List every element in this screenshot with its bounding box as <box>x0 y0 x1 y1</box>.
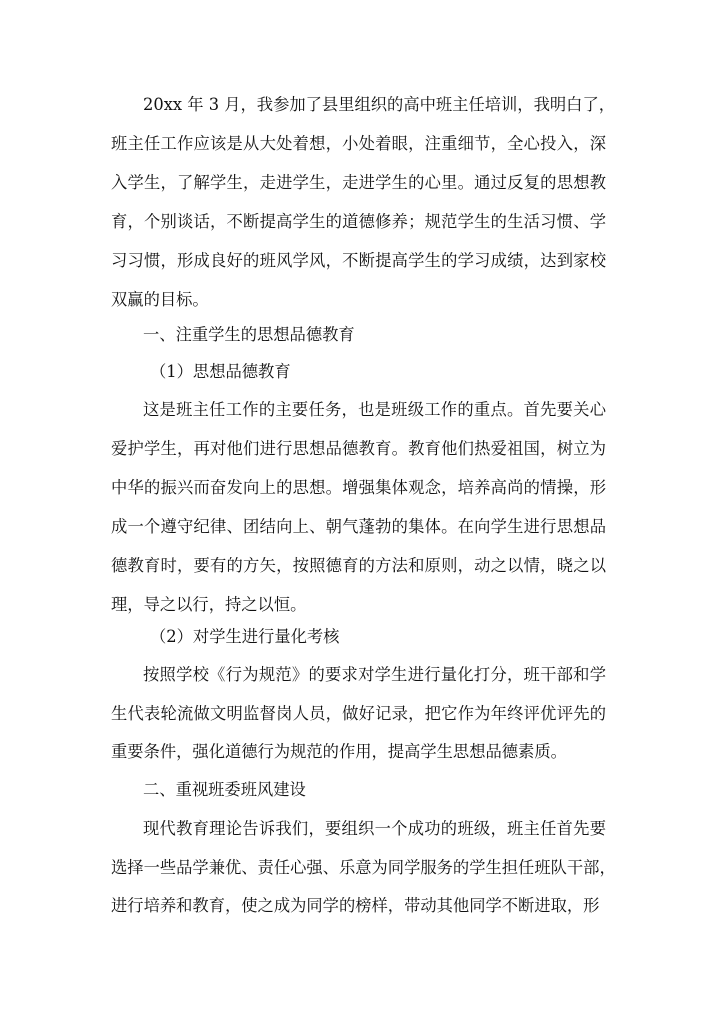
paragraph-line: 习习惯，形成良好的班风学风，不断提高学生的学习成绩，达到家校 <box>111 251 606 270</box>
paragraph-line: 班主任工作应该是从大处着想，小处着眼，注重细节，全心投入，深 <box>111 134 606 153</box>
paragraph-line: 重要条件，强化道德行为规范的作用，提高学生思想品德素质。 <box>111 742 567 761</box>
paragraph-line: 选择一些品学兼优、责任心强、乐意为同学服务的学生担任班队干部， <box>111 858 616 877</box>
paragraph-line: 20xx 年 3 月，我参加了县里组织的高中班主任培训，我明白了， <box>143 95 616 114</box>
paragraph-line: 德教育时，要有的方矢，按照德育的方法和原则，动之以情，晓之以 <box>111 556 606 575</box>
paragraph-line: 理，导之以行，持之以恒。 <box>111 595 307 614</box>
paragraph-line: 中华的振兴而奋发向上的思想。增强集体观念，培养高尚的情操，形 <box>111 478 606 497</box>
paragraph-line: 育，个别谈话，不断提高学生的道德修养；规范学生的生活习惯、学 <box>111 212 606 231</box>
paragraph-line: 这是班主任工作的主要任务，也是班级工作的重点。首先要关心 <box>143 400 606 419</box>
subsection-heading: （1）思想品德教育 <box>150 362 291 381</box>
paragraph-line: 双赢的目标。 <box>111 290 209 309</box>
paragraph-line: 入学生，了解学生，走进学生，走进学生的心里。通过反复的思想教 <box>111 173 606 192</box>
paragraph-line: 按照学校《行为规范》的要求对学生进行量化打分，班干部和学 <box>143 665 606 684</box>
paragraph-line: 生代表轮流做文明监督岗人员，做好记录，把它作为年终评优评先的 <box>111 704 606 723</box>
paragraph-line: 成一个遵守纪律、团结向上、朝气蓬勃的集体。在向学生进行思想品 <box>111 517 606 536</box>
section-heading: 二、重视班委班风建设 <box>143 780 306 799</box>
paragraph-line: 爱护学生，再对他们进行思想品德教育。教育他们热爱祖国，树立为 <box>111 439 606 458</box>
subsection-heading: （2）对学生进行量化考核 <box>150 627 340 646</box>
section-heading: 一、注重学生的思想品德教育 <box>143 325 355 344</box>
paragraph-line: 进行培养和教育，使之成为同学的榜样，带动其他同学不断进取，形 <box>111 896 600 915</box>
paragraph-line: 现代教育理论告诉我们，要组织一个成功的班级，班主任首先要 <box>143 819 606 838</box>
